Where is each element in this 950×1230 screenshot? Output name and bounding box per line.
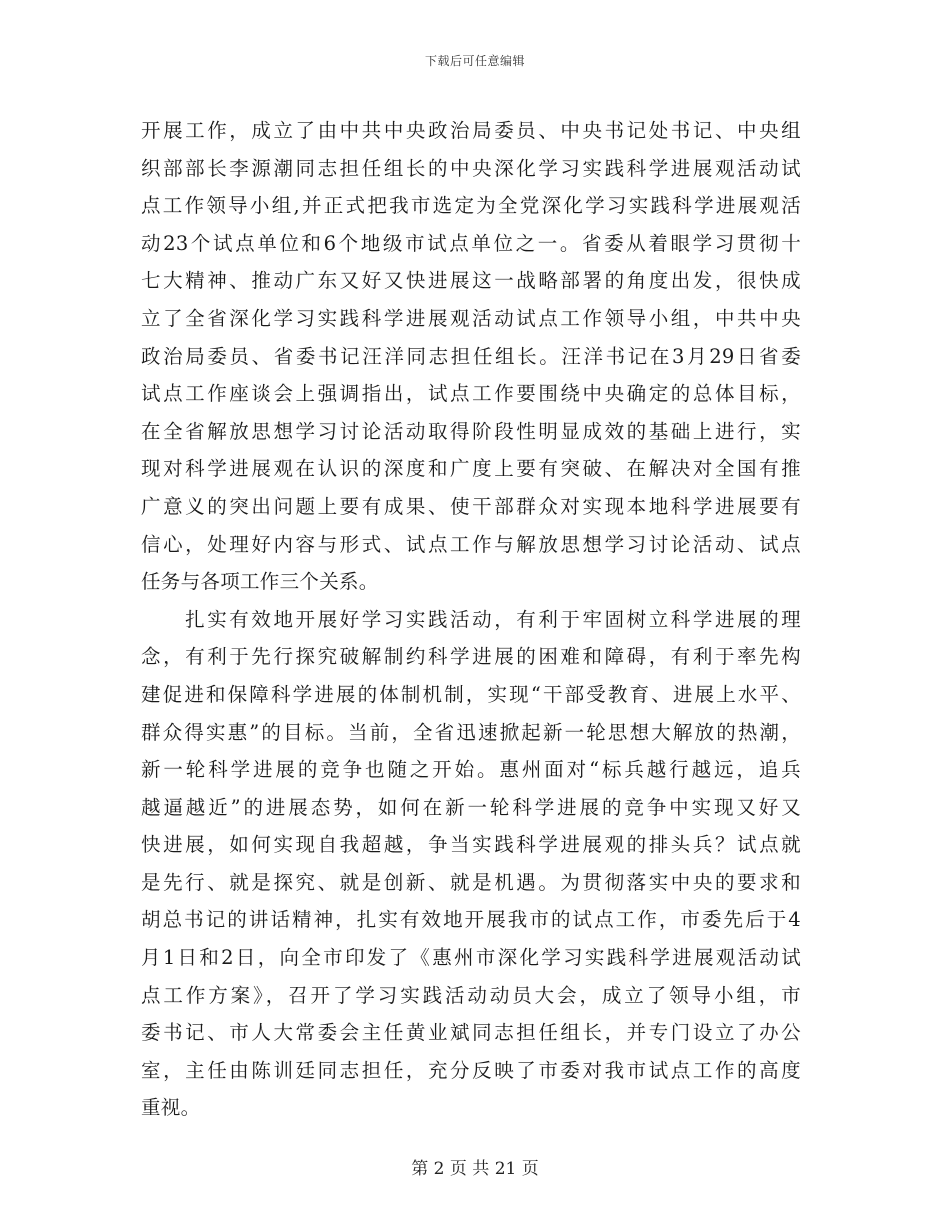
- body-line: 现对科学进展观在认识的深度和广度上要有突破、在解决对全国有推: [141, 457, 801, 481]
- body-line: 新一轮科学进展的竞争也随之开始。惠州面对“标兵越行越远，追兵: [141, 758, 801, 782]
- page-number-footer: 第 2 页 共 21 页: [411, 1159, 539, 1179]
- paragraph-last-line: 任务与各项工作三个关系。: [141, 570, 379, 594]
- paragraph-first-line: 扎实有效地开展好学习实践活动，有利于牢固树立科学进展的理: [141, 607, 801, 631]
- paragraph-last-line: 重视。: [141, 1096, 201, 1120]
- body-line: 开展工作，成立了由中共中央政治局委员、中央书记处书记、中央组: [141, 119, 801, 142]
- body-line: 胡总书记的讲话精神，扎实有效地开展我市的试点工作，市委先后于4: [141, 908, 801, 932]
- body-line: 织部部长李源潮同志担任组长的中央深化学习实践科学进展观活动试: [141, 156, 801, 180]
- body-line: 越逼越近”的进展态势，如何在新一轮科学进展的竞争中实现又好又: [141, 795, 801, 819]
- body-line: 动23个试点单位和6个地级市试点单位之一。省委从着眼学习贯彻十: [141, 231, 801, 255]
- body-line: 信心，处理好内容与形式、试点工作与解放思想学习讨论活动、试点: [141, 532, 801, 556]
- body-line: 点工作方案》，召开了学习实践活动动员大会，成立了领导小组，市: [141, 983, 801, 1007]
- body-line: 群众得实惠”的目标。当前，全省迅速掀起新一轮思想大解放的热潮，: [141, 720, 801, 744]
- body-line: 室，主任由陈训廷同志担任，充分反映了市委对我市试点工作的高度: [141, 1058, 801, 1082]
- body-line: 广意义的突出问题上要有成果、使干部群众对实现本地科学进展要有: [141, 494, 801, 518]
- body-line: 七大精神、推动广东又好又快进展这一战略部署的角度出发，很快成: [141, 269, 801, 293]
- body-line: 建促进和保障科学进展的体制机制，实现“干部受教育、进展上水平、: [141, 682, 801, 706]
- body-line: 是先行、就是探究、就是创新、就是机遇。为贯彻落实中央的要求和: [141, 870, 801, 894]
- page-header-note: 下载后可任意编辑: [424, 54, 525, 68]
- body-line: 在全省解放思想学习讨论活动取得阶段性明显成效的基础上进行，实: [141, 419, 801, 443]
- document-body: [141, 112, 801, 1127]
- body-line: 念，有利于先行探究破解制约科学进展的困难和障碍，有利于率先构: [141, 645, 801, 669]
- body-line: 月1日和2日，向全市印发了《惠州市深化学习实践科学进展观活动试: [141, 946, 801, 970]
- body-line: 快进展，如何实现自我超越，争当实践科学进展观的排头兵？试点就: [141, 833, 801, 857]
- body-line: 试点工作座谈会上强调指出，试点工作要围绕中央确定的总体目标，: [141, 382, 801, 406]
- body-line: 点工作领导小组,并正式把我市选定为全党深化学习实践科学进展观活: [141, 194, 801, 218]
- body-line: 立了全省深化学习实践科学进展观活动试点工作领导小组，中共中央: [141, 306, 801, 330]
- body-line: 委书记、市人大常委会主任黄业斌同志担任组长，并专门设立了办公: [141, 1021, 801, 1045]
- body-line: 政治局委员、省委书记汪洋同志担任组长。汪洋书记在3月29日省委: [141, 344, 801, 368]
